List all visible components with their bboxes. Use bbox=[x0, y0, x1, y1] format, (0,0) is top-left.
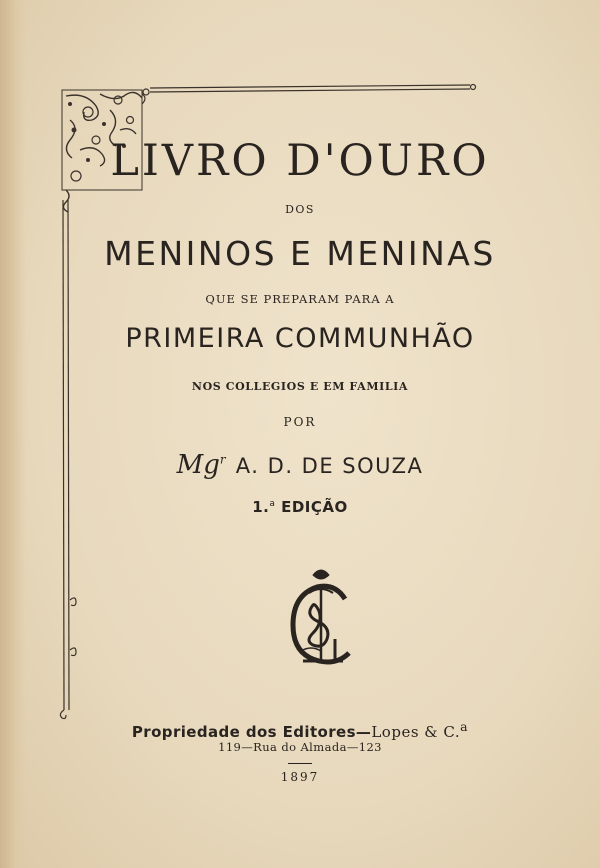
publisher-lead: Propriedade dos Editores— bbox=[131, 723, 372, 741]
title-line-livro-douro: LIVRO D'OURO bbox=[110, 136, 490, 186]
publisher-line bbox=[0, 719, 600, 741]
edition-line bbox=[0, 498, 600, 516]
title-line-meninos-e-meninas: MENINOS E MENINAS bbox=[104, 234, 496, 273]
author-prefix: Mg$^r$ bbox=[176, 450, 226, 480]
author-line bbox=[0, 450, 600, 480]
publisher-monogram-icon bbox=[273, 565, 369, 675]
publisher-superscript: a bbox=[460, 719, 469, 734]
title-line-dos: DOS bbox=[285, 203, 315, 216]
byline-por: POR bbox=[283, 415, 317, 429]
author-name: A. D. DE SOUZA bbox=[235, 454, 424, 478]
publisher-address: 119—Rua do Almada—123 bbox=[218, 740, 382, 754]
subtitle-line-collegios: NOS COLLEGIOS E EM FAMILIA bbox=[191, 380, 409, 393]
publication-year: 1897 bbox=[280, 770, 320, 784]
edition-number: 1. bbox=[252, 498, 270, 516]
divider-rule bbox=[288, 763, 312, 764]
edition-superscript: a bbox=[269, 499, 276, 509]
publisher-name: Lopes & C. bbox=[371, 723, 461, 741]
subtitle-line-preparam: QUE SE PREPARAM PARA A bbox=[205, 292, 395, 306]
edition-word: EDIÇÃO bbox=[281, 498, 348, 516]
title-line-primeira-communhao: PRIMEIRA COMMUNHÃO bbox=[125, 323, 475, 354]
